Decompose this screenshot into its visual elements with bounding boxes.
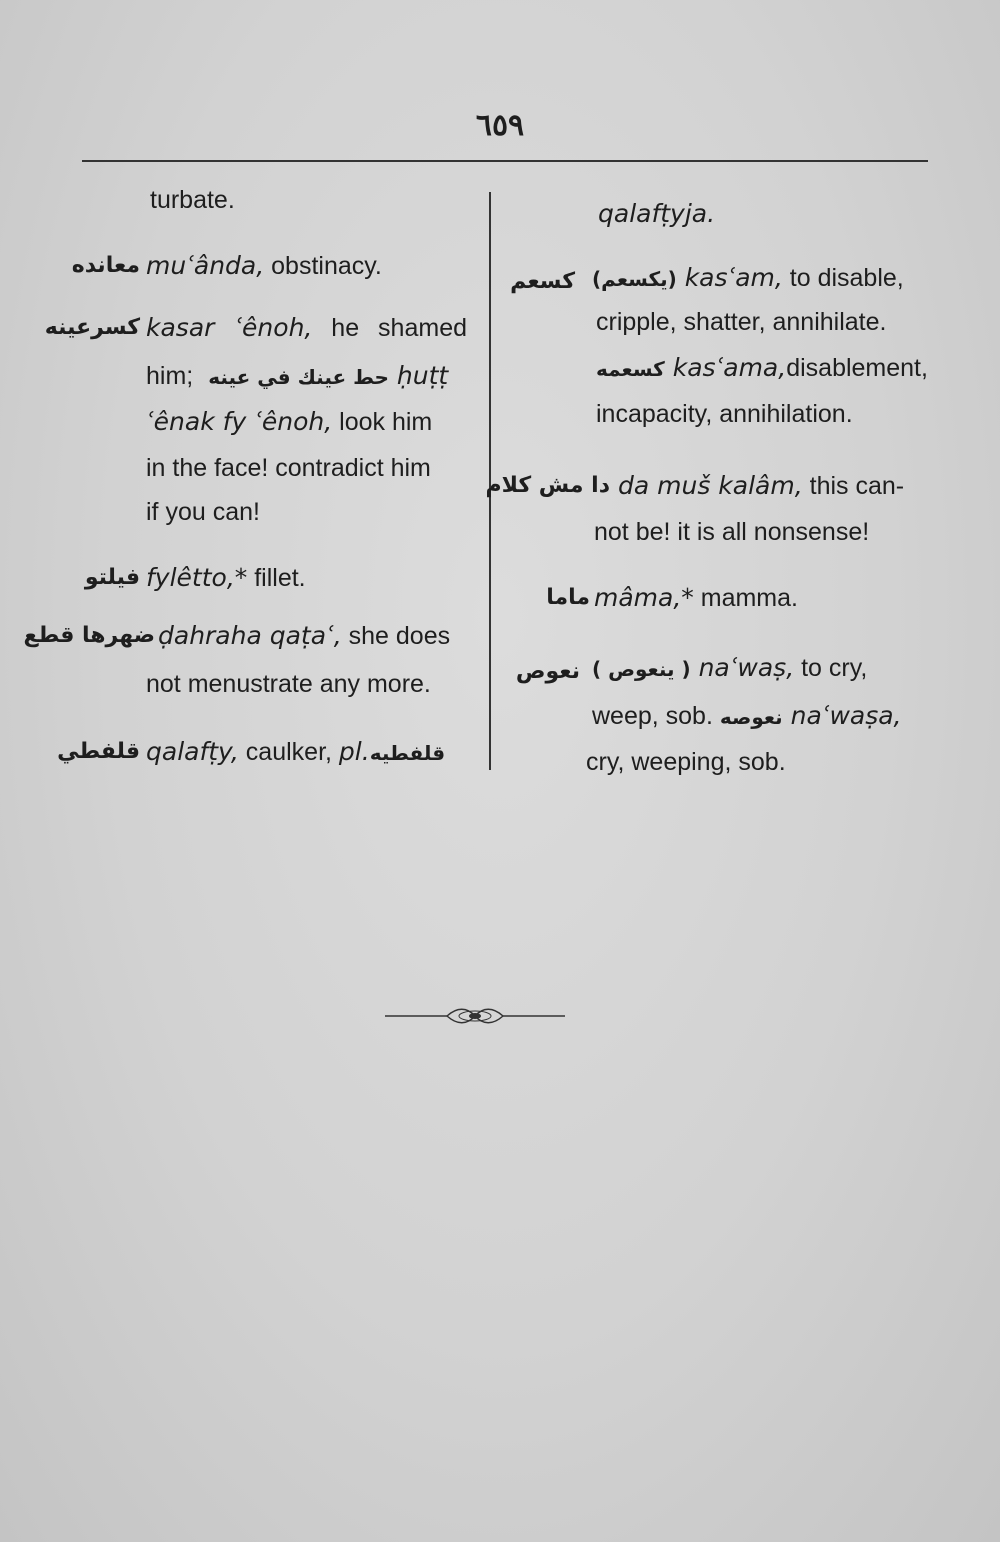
arabic-noun: نعوصه	[719, 705, 783, 729]
transliteration: ḥuṭṭ	[388, 361, 449, 390]
continuation-line: qalafṭyja.	[598, 199, 716, 228]
entry-line	[618, 470, 904, 502]
transliteration: naʿwaṣa,	[782, 701, 902, 730]
gloss: this can-	[802, 472, 905, 500]
entry-line	[146, 562, 306, 594]
gloss: weep, sob.	[592, 702, 720, 730]
transliteration: ʿênak fy ʿênoh,	[146, 407, 333, 436]
arabic-noun: كسعمه	[596, 357, 665, 381]
entry-line: incapacity, annihilation.	[596, 400, 853, 428]
headword-arabic: نعوص	[515, 659, 580, 684]
entry-line: cripple, shatter, annihilate.	[596, 308, 887, 336]
entry-line: if you can!	[146, 498, 260, 526]
entry-line	[146, 406, 432, 438]
bleed-through-texture	[40, 780, 960, 1480]
header-rule	[82, 160, 928, 162]
gloss: mamma.	[693, 584, 798, 612]
transliteration: mâma,*	[594, 583, 694, 612]
gloss: obstinacy.	[264, 252, 382, 280]
transliteration: fylêtto,*	[146, 563, 248, 592]
entry-line	[596, 352, 928, 385]
transliteration: da muš kalâm,	[618, 471, 803, 500]
headword-arabic: دا مش كلام	[485, 473, 610, 498]
arabic-phrase: حط عينك في عينه	[208, 365, 389, 389]
gloss: to cry,	[794, 654, 868, 682]
gloss: him;	[146, 362, 201, 390]
transliteration: kasʿama,	[664, 353, 787, 382]
headword-arabic: ماما	[546, 585, 590, 610]
entry-line	[146, 250, 382, 282]
continuation-line: turbate.	[150, 186, 235, 214]
entry-line	[146, 736, 452, 769]
gloss: caulker,	[238, 738, 339, 766]
plural-abbr: pl.	[338, 737, 370, 766]
transliteration: ḍahraha qaṭaʿ,	[158, 621, 342, 650]
gloss: look him	[332, 408, 433, 436]
gloss: he shamed	[312, 314, 467, 342]
arabic-plural: قلفطيه	[369, 741, 453, 765]
transliteration: naʿwaṣ,	[690, 653, 795, 682]
entry-line	[592, 700, 902, 733]
entry-line	[594, 582, 798, 614]
entry-line: not menustrate any more.	[146, 670, 431, 698]
page-number: ٦٥٩	[475, 108, 525, 143]
entry-line: in the face! contradict him	[146, 454, 431, 482]
headword-arabic: معانده	[71, 253, 140, 278]
arabic-verb-form: (يكسعم)	[592, 267, 677, 291]
headword-arabic: قلفطي	[57, 739, 140, 764]
transliteration: kasʿam,	[676, 263, 783, 292]
transliteration: qalafṭy,	[146, 737, 239, 766]
transliteration: kasar ʿênoh,	[146, 313, 313, 342]
entry-line: not be! it is all nonsense!	[594, 518, 870, 546]
gloss: to disable,	[782, 264, 904, 292]
entry-line	[146, 312, 467, 344]
gloss: she does	[341, 622, 451, 650]
entry-line	[592, 262, 904, 295]
entry-line: cry, weeping, sob.	[586, 748, 786, 776]
entry-line	[158, 620, 450, 652]
entry-line	[146, 360, 448, 393]
headword-arabic: فيلتو	[84, 565, 140, 590]
headword-arabic: كسرعينه	[44, 315, 140, 340]
transliteration: muʿânda,	[146, 251, 265, 280]
headword-arabic: ضهرها قطع	[23, 623, 155, 648]
headword-arabic: كسعم	[510, 269, 575, 294]
gloss: disablement,	[786, 354, 928, 382]
gloss: fillet.	[247, 564, 306, 592]
entry-line	[592, 652, 867, 685]
arabic-verb-form: ( ينعوص )	[592, 657, 691, 681]
